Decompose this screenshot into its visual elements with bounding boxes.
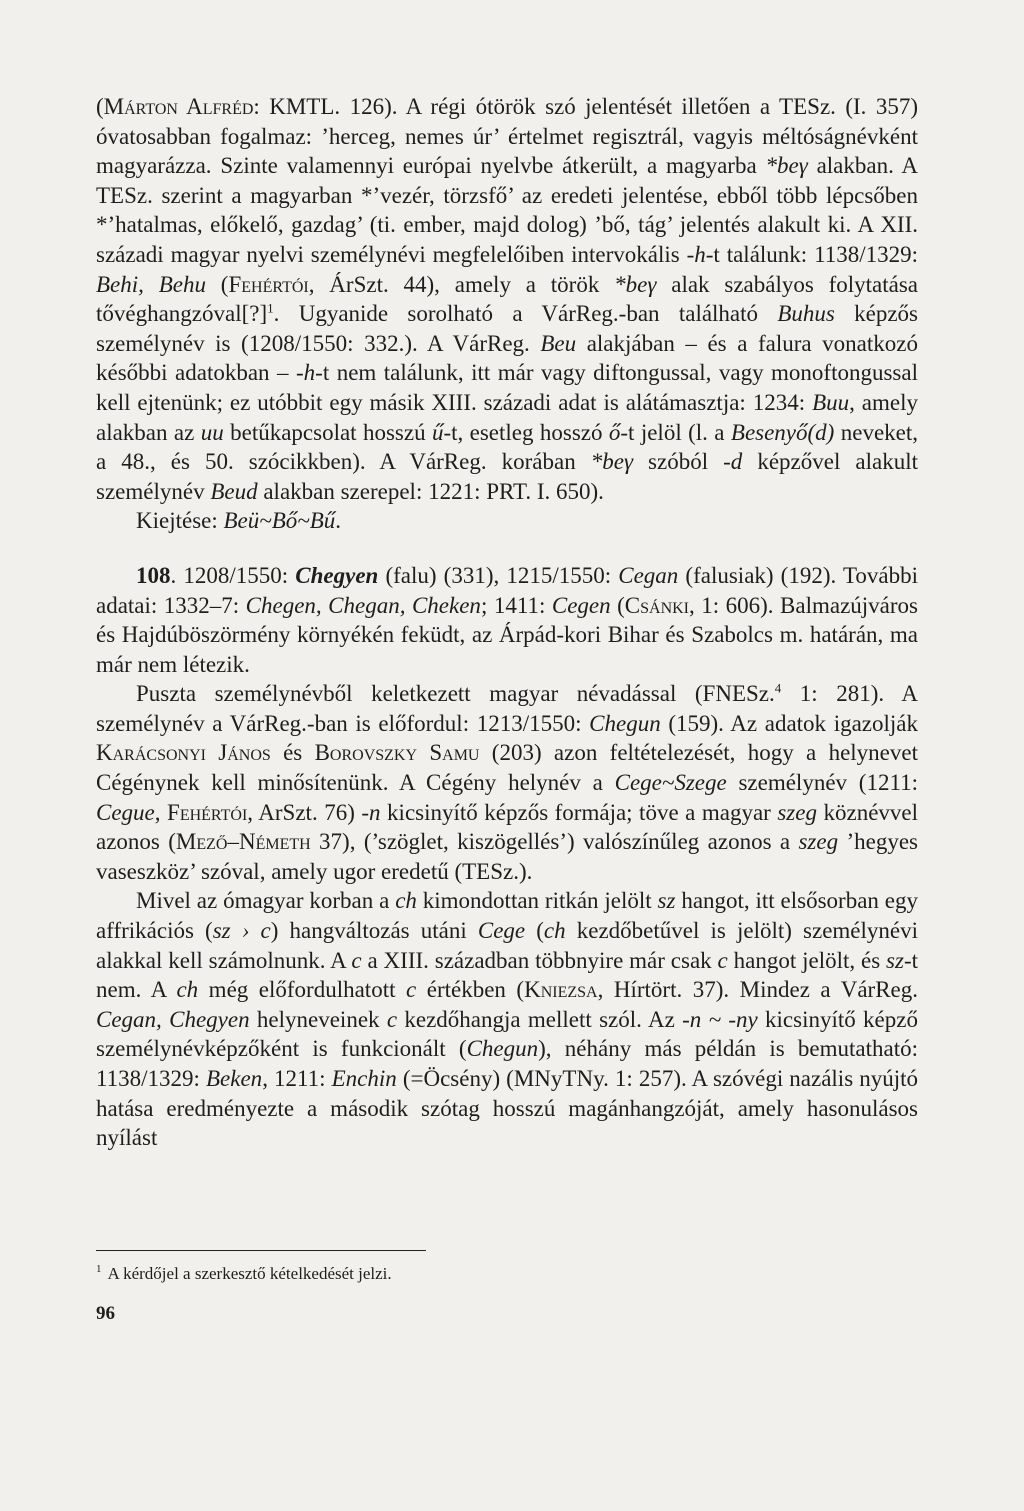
- text-run: ű: [431, 419, 444, 445]
- superscript: 4: [774, 680, 782, 696]
- text-run: 37), (’szöglet, kiszögellés’) valószínűleg azonos a: [310, 829, 799, 855]
- text-run: még előfordulhatott: [198, 977, 406, 1003]
- text-run: Chegun: [466, 1036, 539, 1062]
- text-run: Kniezsa: [524, 977, 598, 1003]
- paragraph: [96, 679, 918, 886]
- text-run: c: [717, 947, 728, 973]
- text-run: .: [335, 508, 341, 534]
- text-run: ch: [176, 977, 199, 1003]
- text-run: alakban szerepel: 1221: PRT. I. 650).: [257, 478, 604, 504]
- text-run: Beud: [210, 478, 258, 504]
- text-run: -n ~ -ny: [682, 1006, 758, 1032]
- text-run: kicsinyítő képző személynévképzőként is funkcionált (: [96, 1006, 918, 1062]
- text-run: -t nem. A: [96, 947, 918, 1003]
- text-run: -t, esetleg hosszó: [443, 419, 609, 445]
- text-run: szeg: [798, 829, 839, 855]
- text-run: 108: [136, 562, 171, 588]
- text-run: . Ugyanide sorolható a VárReg.-ban található: [273, 301, 778, 327]
- text-run: c: [386, 1006, 398, 1032]
- text-run: *beγ: [590, 449, 634, 475]
- text-run: uu: [200, 419, 224, 445]
- text-run: , 1211:: [262, 1066, 332, 1091]
- superscript: 1: [267, 300, 274, 316]
- footnote-text: A kérdőjel a szerkesztő kételkedését jelzi.: [107, 1264, 392, 1283]
- text-run: Mivel az ómagyar korban a: [136, 888, 396, 914]
- text-run: sz › c: [212, 918, 271, 944]
- body-text: [96, 92, 918, 1153]
- text-run: a XIII. században többnyire már csak: [361, 947, 718, 973]
- text-run: hangot jelölt, és: [727, 947, 887, 973]
- text-run: Kiejtése:: [136, 508, 224, 534]
- text-run: Cege: [477, 918, 526, 944]
- text-run: helyneveinek: [249, 1006, 387, 1032]
- text-run: (: [96, 94, 104, 119]
- text-run: : KMTL. 126). A régi ótörök szó jelentését illetően a TESz. (I. 357) óvatosabban fogalmaz: ’herceg, nemes úr’ értelmet regisztrál, vagyis méltóságnévként magyarázza. Szinte valamennyi európai nyelvbe átkerült, a magyarba: [96, 94, 918, 179]
- paragraph: [96, 92, 918, 506]
- text-run: (falusiak) (192). További adatai: 1332–7:: [96, 562, 918, 618]
- text-run: kimondottan ritkán jelölt: [416, 888, 658, 914]
- text-run: szóból: [633, 449, 724, 475]
- text-run: -t jelöl (l. a: [620, 419, 731, 445]
- text-run: betűkapcsolat hosszú: [223, 419, 432, 445]
- footnote-number: 1: [96, 1263, 102, 1276]
- text-run: (falu) (331), 1215/1550:: [378, 562, 619, 588]
- text-run: Borovszky Samu: [314, 740, 480, 766]
- text-run: -d: [723, 449, 743, 475]
- text-run: -n: [361, 799, 381, 825]
- text-run: c: [406, 977, 417, 1003]
- text-run: Enchin: [331, 1066, 397, 1091]
- text-run: -h-: [296, 360, 323, 386]
- text-run: Cegue: [96, 799, 155, 825]
- text-run: Fehértói: [228, 271, 309, 297]
- text-run: Márton Alfréd: [103, 94, 254, 119]
- text-run: neveket, a 48., és 50. szócikkben). A VárReg. korában: [96, 419, 918, 475]
- text-run: -h-: [686, 241, 714, 267]
- text-run: Mező–Németh: [175, 829, 311, 855]
- text-run: értékben (: [416, 977, 525, 1003]
- text-run: Cegan: [618, 562, 679, 588]
- text-run: szeg: [777, 799, 817, 825]
- text-run: *beγ: [765, 153, 808, 179]
- text-run: Beken: [206, 1066, 263, 1091]
- text-run: Puszta személynévből keletkezett magyar névadással (FNESz.: [136, 681, 775, 707]
- text-run: , ArSzt. 76): [247, 799, 362, 825]
- text-run: *beγ: [614, 271, 657, 297]
- text-run: , amely alakban az: [96, 389, 919, 445]
- text-run: ’hegyes vaseszköz’ szóval, amely ugor eredetű (TESz.).: [96, 829, 918, 884]
- footnote: [96, 1263, 916, 1285]
- text-run: (: [610, 592, 625, 618]
- text-run: (203) azon feltételezését, hogy a helynevet Cégénynek kell minősítenünk. A Cégény helynév a: [96, 740, 918, 796]
- text-run: alak szabályos folytatása tővéghangzóval[?]: [96, 271, 919, 327]
- text-run: , 1: 606). Balmazújváros és Hajdúböszörmény környékén feküdt, az Árpád-kori Bihar és Szabolcs m. határán, ma már nem létezik.: [96, 592, 918, 677]
- footnote-divider: [96, 1250, 426, 1251]
- text-run: hangot, itt elsősorban egy affrikációs (: [96, 888, 918, 944]
- page-number: 96: [96, 1303, 115, 1324]
- text-run: köznévvel azonos (: [96, 799, 919, 855]
- paragraph: [96, 886, 918, 1152]
- text-run: . 1208/1550:: [170, 562, 296, 588]
- text-run: alakjában – és a falura vonatkozó későbbi adatokban –: [96, 330, 918, 386]
- text-run: Karácsonyi János: [96, 740, 271, 766]
- text-run: Behi, Behu: [96, 271, 206, 297]
- text-run: sz: [657, 888, 676, 914]
- text-run: ; 1411:: [480, 592, 552, 618]
- text-run: Cege~Szege: [614, 770, 727, 796]
- text-run: Chegen, Chegan, Cheken: [245, 592, 481, 618]
- text-run: képzős személynév is (1208/1550: 332.). A VárReg.: [96, 301, 918, 356]
- text-run: (: [205, 271, 229, 297]
- text-run: Beu: [540, 330, 577, 356]
- text-run: Beü~Bő~Bű: [223, 508, 336, 534]
- text-run: ch: [543, 918, 566, 944]
- text-run: Fehértói: [167, 799, 248, 825]
- text-run: Buhus: [777, 301, 835, 327]
- text-run: (=Öcsény) (MNyTNy. 1: 257). A szóvégi nazális nyújtó hatása eredményezte a második szótag hosszú magánhangzóját, amely hasonulásos nyílást: [96, 1066, 918, 1151]
- entry-108-paragraph: [96, 561, 918, 679]
- text-run: és: [270, 740, 315, 766]
- text-run: 1: 281). A személynév a VárReg.-ban is előfordul: 1213/1550:: [96, 681, 919, 736]
- text-run: Chegun: [589, 710, 661, 736]
- text-run: ő: [608, 419, 621, 445]
- text-run: (159). Az adatok igazolják: [660, 710, 918, 736]
- text-run: alakban. A TESz. szerint a magyarban *’vezér, törzsfő’ az eredeti jelentése, ebből több lépcsőben *’hatalmas, előkelő, gazdag’ (ti. ember, majd dolog) ’bő, tág’ jelentés alakult ki. A XII. századi magyar nyelvi személynévi megfelelőiben intervokális: [96, 153, 918, 267]
- text-run: Cegen: [551, 592, 611, 618]
- text-run: képzővel alakult személynév: [96, 449, 918, 504]
- text-run: Buu: [812, 389, 850, 415]
- text-run: , Hírtört. 37). Mindez a VárReg.: [597, 977, 918, 1003]
- text-run: ), néhány más példán is bemutatható: 1138/1329:: [96, 1036, 918, 1091]
- text-run: (: [525, 918, 544, 944]
- text-run: ch: [395, 888, 417, 914]
- text-run: Chegyen: [295, 562, 379, 588]
- text-run: Cegan, Chegyen: [96, 1006, 250, 1032]
- text-run: c: [351, 947, 362, 973]
- text-run: ,: [154, 799, 168, 825]
- text-run: kezdőhangja mellett szól. Az: [397, 1006, 683, 1032]
- text-run: Besenyő(d): [730, 419, 835, 445]
- paragraph: [96, 506, 918, 536]
- text-run: kezdőbetűvel is jelölt) személynévi alakkal kell számolnunk. A: [96, 918, 918, 973]
- text-run: , ÁrSzt. 44), amely a török: [308, 271, 615, 297]
- text-run: kicsinyítő képzős formája; töve a magyar: [380, 799, 778, 825]
- text-run: t találunk: 1138/1329:: [713, 241, 919, 267]
- text-run: személynév (1211:: [726, 770, 918, 796]
- text-run: ) hangváltozás utáni: [270, 918, 478, 944]
- text-run: sz: [886, 947, 904, 973]
- text-run: t nem találunk, itt már vagy diftongussal, vagy monoftongussal kell ejtenünk; ez utóbbit egy másik XIII. századi adat is alátámasztja: 1234:: [96, 360, 918, 415]
- text-run: Csánki: [624, 592, 690, 618]
